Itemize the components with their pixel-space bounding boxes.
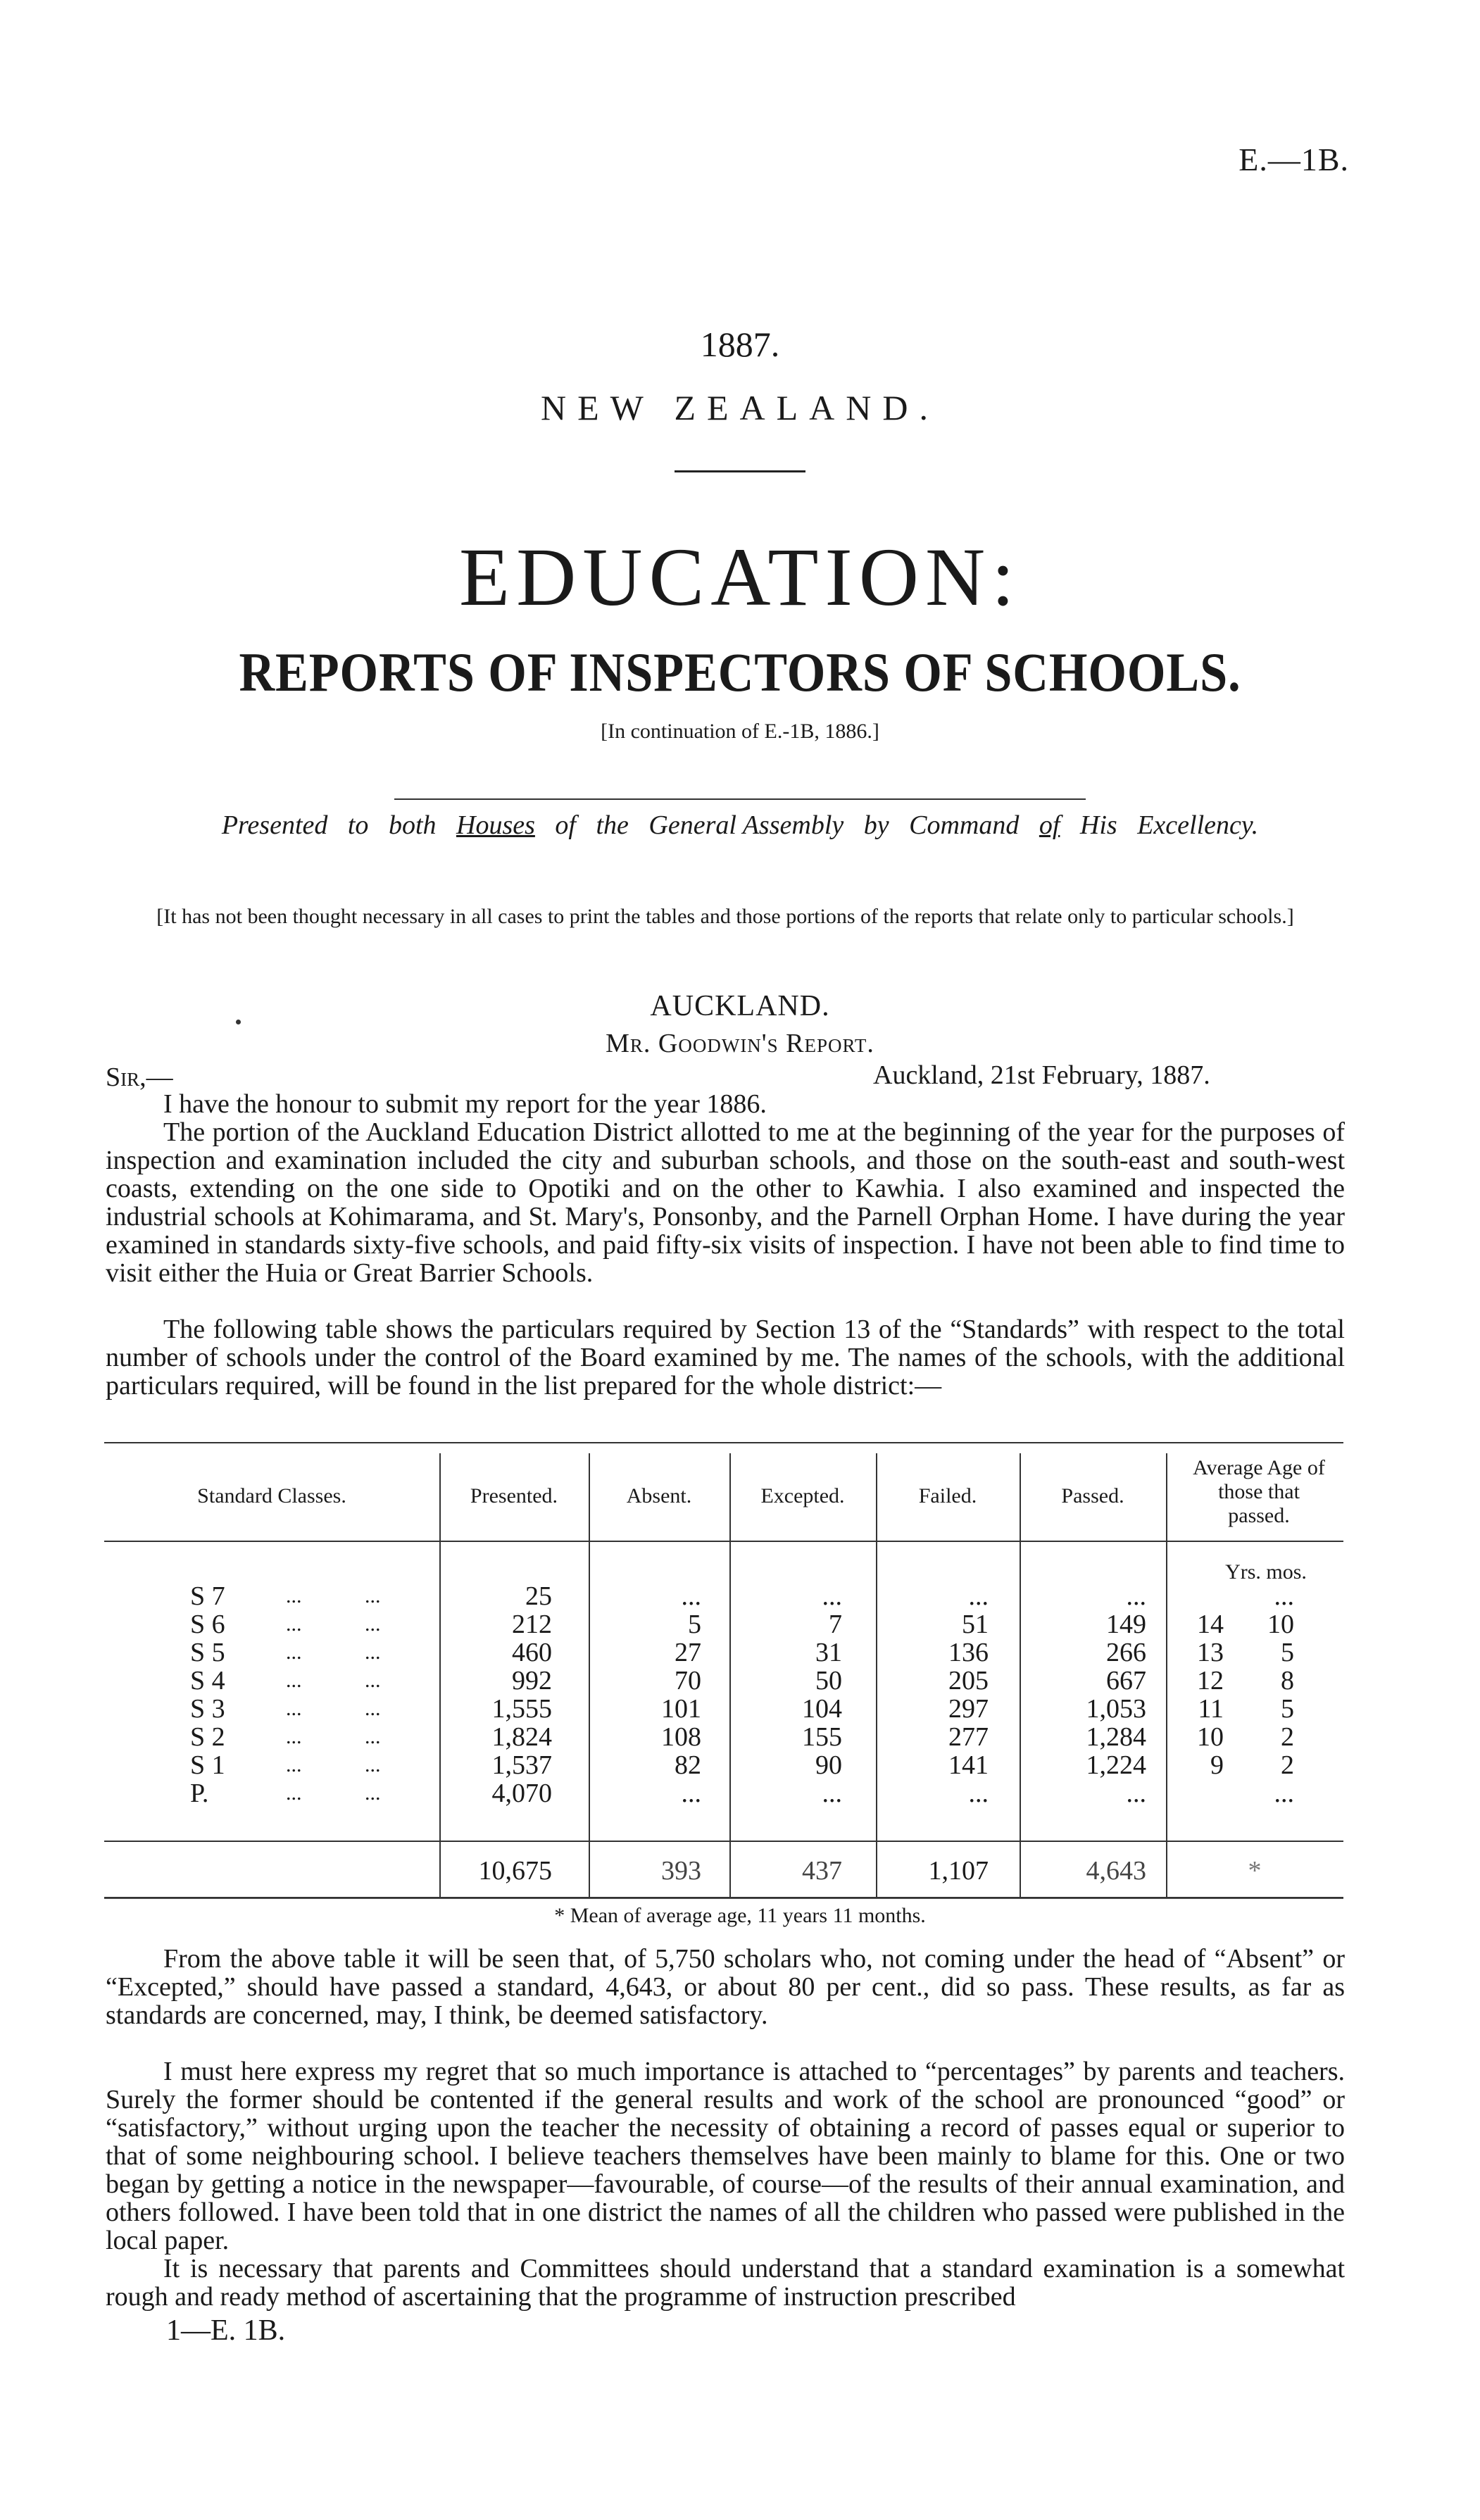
paragraph: From the above table it will be seen that, of 5,750 scholars who, not coming under the head of “Absent” or “Excepted,” should have passed a standard, 4,643, or about 80 per cent., did so pass. These results, as far as standards are concerned, may, I think, be deemed satisfactory. — [106, 1944, 1345, 2030]
year: 1887. — [700, 325, 780, 364]
header-excepted: Excepted. — [760, 1484, 845, 1507]
cell-failed: 141 — [948, 1750, 989, 1780]
paragraph: It is necessary that parents and Committees should understand that a standard examination is a somewhat rough and ready method of ascertaining that the programme of instruction prescribed — [106, 2254, 1345, 2312]
cell-age-years: 14 — [1197, 1610, 1224, 1639]
total-passed: 4,643 — [1086, 1856, 1146, 1886]
cell-presented: 1,537 — [491, 1750, 552, 1780]
short-rule — [675, 470, 805, 472]
cell-age-months: 5 — [1281, 1638, 1294, 1667]
paragraph: The portion of the Auckland Education District allotted to me at the beginning of the year for the purposes of inspection and examination included the city and suburban schools, and those on the south-east and south-west coasts, extending on the one side to Opotiki and on the other to Kawhia. I also examined and inspected the industrial schools at Kohimarama, and St. Mary's, Ponsonby, and the Parnell Orphan Home. I have during the year examined in standards sixty-five schools, and paid fifty-six visits of inspection. I have not been able to find time to visit either the Huia or Great Barrier Schools. — [106, 1117, 1345, 1288]
table-footnote: * Mean of average age, 11 years 11 months. — [554, 1904, 926, 1927]
cell-failed: 277 — [948, 1722, 989, 1752]
cell-excepted: ... — [822, 1779, 842, 1808]
cell-absent: 70 — [675, 1666, 701, 1695]
standard-class-label: P. — [190, 1779, 209, 1808]
standard-class-label: S 3 — [190, 1694, 225, 1724]
leader-dots: ... — [286, 1669, 302, 1692]
cell-age-years: 11 — [1198, 1694, 1224, 1724]
cell-age-months: 5 — [1281, 1694, 1294, 1724]
leader-dots: ... — [365, 1781, 381, 1805]
cell-presented: 1,555 — [491, 1694, 552, 1724]
leader-dots: ... — [286, 1584, 302, 1607]
cell-age-months: 10 — [1267, 1610, 1294, 1639]
cell-presented: 992 — [512, 1666, 552, 1695]
standard-class-label: S 4 — [190, 1666, 225, 1695]
standard-class-label: S 6 — [190, 1610, 225, 1639]
header-passed: Passed. — [1061, 1484, 1124, 1507]
leader-dots: ... — [365, 1669, 381, 1692]
leader-dots: ... — [365, 1753, 381, 1776]
cell-presented: 460 — [512, 1638, 552, 1667]
cell-age-years: 12 — [1197, 1666, 1224, 1695]
presented-rule — [394, 798, 1086, 800]
paragraph: The following table shows the particulars required by Section 13 of the “Standards” with respect to the total number of schools under the control of the Board examined by me. The names of the schools, with the additional particulars required, will be found in the list prepared for the whole district:— — [106, 1315, 1345, 1400]
cell-excepted: 90 — [815, 1750, 842, 1780]
cell-age-years: 10 — [1197, 1722, 1224, 1752]
leader-dots: ... — [365, 1641, 381, 1664]
cell-passed: ... — [1126, 1779, 1146, 1808]
cell-age-months: ... — [1274, 1581, 1294, 1611]
cell-passed: 667 — [1106, 1666, 1146, 1695]
cell-passed: 1,053 — [1086, 1694, 1146, 1724]
cell-absent: 82 — [675, 1750, 701, 1780]
cell-presented: 212 — [512, 1610, 552, 1639]
dateline: Auckland, 21st February, 1887. — [873, 1060, 1210, 1090]
leader-dots: ... — [286, 1725, 302, 1748]
total-age-marker: * — [1248, 1856, 1262, 1886]
cell-passed: 266 — [1106, 1638, 1146, 1667]
leader-dots: ... — [365, 1612, 381, 1636]
cell-age-months: 2 — [1281, 1722, 1294, 1752]
section-heading: AUCKLAND. — [650, 990, 830, 1022]
cell-age-years: 9 — [1210, 1750, 1224, 1780]
report-title: Mr. Goodwin's Report. — [606, 1029, 874, 1058]
document-reference: E.—1B. — [1238, 142, 1349, 177]
cell-presented: 25 — [525, 1581, 552, 1611]
cell-passed: 1,224 — [1086, 1750, 1146, 1780]
country-heading: NEW ZEALAND. — [541, 388, 939, 427]
cell-failed: 205 — [948, 1666, 989, 1695]
header-failed: Failed. — [918, 1484, 977, 1507]
cell-absent: ... — [681, 1779, 701, 1808]
header-standard-classes: Standard Classes. — [197, 1484, 346, 1507]
header-presented: Presented. — [470, 1484, 558, 1507]
cell-absent: ... — [681, 1581, 701, 1611]
cell-absent: 5 — [688, 1610, 701, 1639]
total-excepted: 437 — [802, 1856, 842, 1886]
cell-absent: 27 — [675, 1638, 701, 1667]
cell-absent: 101 — [661, 1694, 701, 1724]
leader-dots: ... — [286, 1781, 302, 1805]
cell-excepted: 155 — [802, 1722, 842, 1752]
subtitle: REPORTS OF INSPECTORS OF SCHOOLS. — [239, 641, 1241, 703]
cell-excepted: ... — [822, 1581, 842, 1611]
cell-passed: ... — [1126, 1581, 1146, 1611]
leader-dots: ... — [286, 1753, 302, 1776]
leader-dots: ... — [286, 1697, 302, 1720]
cell-passed: 1,284 — [1086, 1722, 1146, 1752]
cell-excepted: 50 — [815, 1666, 842, 1695]
cell-failed: ... — [968, 1779, 989, 1808]
presented-line: Presented to both Houses of the General Assembly by Command of His Excellency. — [221, 810, 1259, 840]
table-bottom-rule — [104, 1898, 1343, 1899]
cell-passed: 149 — [1106, 1610, 1146, 1639]
standard-class-label: S 2 — [190, 1722, 225, 1752]
leader-dots: ... — [286, 1641, 302, 1664]
cell-failed: 297 — [948, 1694, 989, 1724]
page-footer: 1—E. 1B. — [166, 2314, 286, 2347]
cell-excepted: 7 — [829, 1610, 842, 1639]
cell-age-months: ... — [1274, 1779, 1294, 1808]
header-average-age: Average Age of those that passed. — [1193, 1456, 1325, 1527]
paragraph: I must here express my regret that so much importance is attached to “percentages” by parents and teachers. Surely the former should be contented if the general results and work of the school are pronounced “good” or “satisfactory,” without urging upon the teacher the necessity of obtaining a record of passes equal or superior to that of some neighbouring school. I believe teachers themselves have been mainly to blame for this. One or two began by getting a notice in the newspaper—favourable, of course—of the results of their annual examination, and others followed. I have been told that in one district the names of all the children who passed were published in the local paper. — [106, 2057, 1345, 2255]
total-failed: 1,107 — [928, 1856, 989, 1886]
age-units: Yrs. mos. — [1225, 1560, 1307, 1584]
standard-class-label: S 7 — [190, 1581, 225, 1611]
cell-age-years: 13 — [1197, 1638, 1224, 1667]
cell-excepted: 104 — [802, 1694, 842, 1724]
standard-class-label: S 1 — [190, 1750, 225, 1780]
main-title: EDUCATION: — [459, 531, 1021, 623]
cell-failed: 136 — [948, 1638, 989, 1667]
leader-dots: ... — [286, 1612, 302, 1636]
leader-dots: ... — [365, 1584, 381, 1607]
salutation: Sir,— — [106, 1062, 173, 1092]
editorial-note: [It has not been thought necessary in all cases to print the tables and those portions of the reports that relate only to particular schools.] — [156, 905, 1294, 928]
total-presented: 10,675 — [478, 1856, 552, 1886]
stray-mark — [236, 1020, 241, 1024]
cell-failed: ... — [968, 1581, 989, 1611]
standard-class-label: S 5 — [190, 1638, 225, 1667]
cell-failed: 51 — [962, 1610, 989, 1639]
continuation-note: [In continuation of E.-1B, 1886.] — [601, 720, 879, 743]
cell-excepted: 31 — [815, 1638, 842, 1667]
cell-presented: 1,824 — [491, 1722, 552, 1752]
total-absent: 393 — [661, 1856, 701, 1886]
cell-age-months: 2 — [1281, 1750, 1294, 1780]
cell-absent: 108 — [661, 1722, 701, 1752]
leader-dots: ... — [365, 1725, 381, 1748]
cell-presented: 4,070 — [491, 1779, 552, 1808]
header-absent: Absent. — [626, 1484, 692, 1507]
cell-age-months: 8 — [1281, 1666, 1294, 1695]
leader-dots: ... — [365, 1697, 381, 1720]
paragraph: I have the honour to submit my report for the year 1886. — [163, 1089, 767, 1119]
